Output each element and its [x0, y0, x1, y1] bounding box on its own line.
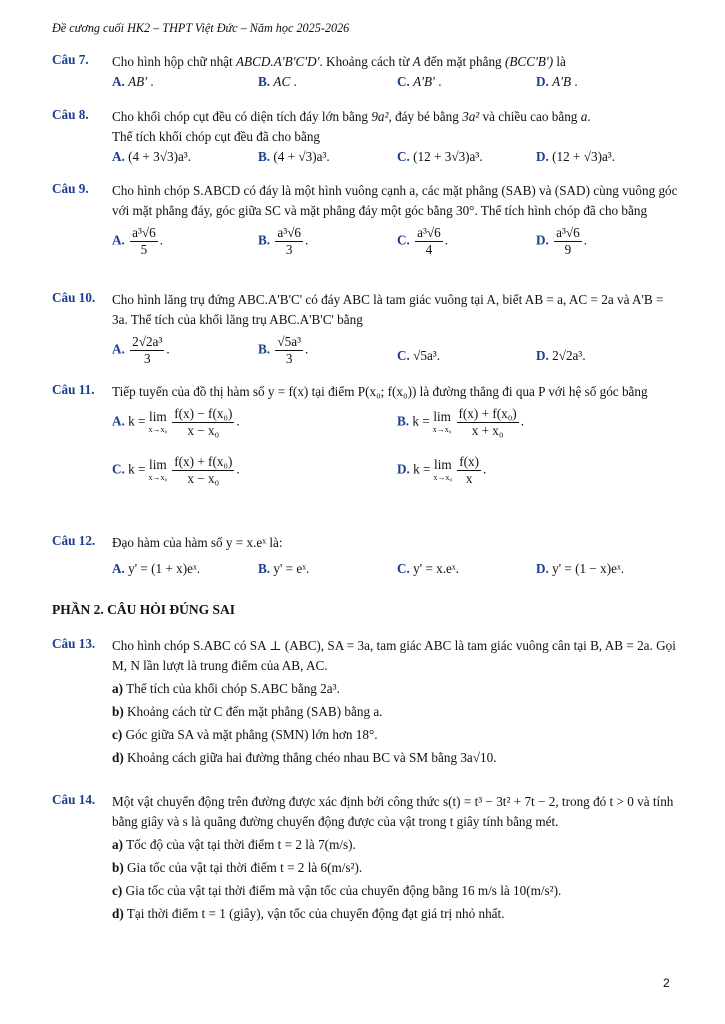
- question-text: Cho hình chóp S.ABC có SA ⊥ (ABC), SA = 3a, tam giác ABC là tam giác vuông cân tại B, AB = 2a. Gọi M, N lần lượt là trung điểm của AB, AC.: [112, 638, 676, 673]
- statement-d: d) Tại thời điểm t = 1 (giây), vận tốc của chuyển động đạt giá trị nhỏ nhất.: [112, 906, 505, 921]
- question-number: Câu 12.: [52, 533, 96, 548]
- question-9: [52, 181, 678, 269]
- statement-a: a) Tốc độ của vật tại thời điểm t = 2 là 7(m/s).: [112, 837, 356, 852]
- option-d: D. 2√2a³.: [536, 348, 586, 363]
- option-b: B. (4 + √3)a³.: [258, 149, 330, 164]
- question-text: Cho hình hộp chữ nhật ABCD.A'B'C'D'. Khoảng cách từ A đến mặt phẳng (BCC'B') là: [112, 54, 566, 69]
- statement-b: b) Khoảng cách từ C đến mặt phẳng (SAB) bằng a.: [112, 704, 383, 719]
- option-a: A. y' = (1 + x)eˣ.: [112, 561, 201, 576]
- option-b: B. k = lim x→x₀ $\frac{\text{f(x) + f(x₀)}}{\text{x + x₀}}$ .: [397, 406, 524, 438]
- statement-d: d) Khoảng cách giữa hai đường thẳng chéo nhau BC và SM bằng 3a√10.: [112, 750, 497, 765]
- option-d: D. A'B .: [536, 74, 578, 89]
- answer-options: [112, 147, 678, 171]
- option-c: C. A'B' .: [397, 74, 442, 89]
- statement-c: c) Gia tốc của vật tại thời điểm mà vận tốc của chuyển động bằng 16 m/s là 10(m/s²).: [112, 883, 562, 898]
- question-number: Câu 14.: [52, 792, 96, 807]
- page-number: 2: [663, 976, 670, 990]
- option-d: D. k = lim x→x₀ $\frac{f(x)}{x}$ .: [397, 454, 487, 486]
- answer-options-row1: [112, 406, 678, 452]
- answer-options: [112, 72, 678, 96]
- question-text: Một vật chuyển động trên đường được xác định bởi công thức s(t) = t³ − 3t² + 7t − 2, trong đó t > 0 và tính bằng giây và s là quãng đường chuyển động được của vật trong t giây tính bằng mét.: [112, 794, 674, 829]
- question-number: Câu 7.: [52, 52, 89, 67]
- option-c: C. (12 + 3√3)a³.: [397, 149, 483, 164]
- option-c: C. y' = x.eˣ.: [397, 561, 459, 576]
- question-11: [52, 382, 678, 500]
- statement-a: a) Thể tích của khối chóp S.ABC bằng 2a³.: [112, 681, 340, 696]
- question-13: [52, 636, 678, 768]
- question-number: Câu 8.: [52, 107, 89, 122]
- option-a: A. AB' .: [112, 74, 154, 89]
- option-b: B. AC .: [258, 74, 297, 89]
- option-d: D. $\frac{\text{a³√6}}{9}$ .: [536, 225, 588, 257]
- option-d: D. y' = (1 − x)eˣ.: [536, 561, 625, 576]
- question-number: Câu 11.: [52, 382, 95, 397]
- question-text: Đạo hàm của hàm số y = x.eˣ là:: [112, 535, 283, 550]
- option-a: A. k = lim x→x₀ $\frac{\text{f(x) − f(x₀)}}{\text{x − x₀}}$ .: [112, 406, 240, 438]
- question-10: [52, 290, 678, 378]
- option-c: C. $\frac{\text{a³√6}}{4}$ .: [397, 225, 449, 257]
- question-number: Câu 9.: [52, 181, 89, 196]
- option-b: B. $\frac{\text{a³√6}}{3}$ .: [258, 225, 309, 257]
- statement-b: b) Gia tốc của vật tại thời điểm t = 2 là 6(m/s²).: [112, 860, 363, 875]
- option-b: B. y' = eˣ.: [258, 561, 310, 576]
- answer-options: [112, 559, 678, 583]
- option-a: A. (4 + 3√3)a³.: [112, 149, 192, 164]
- question-12: [52, 533, 678, 583]
- page-header: Đề cương cuối HK2 – THPT Việt Đức – Năm học 2025-2026: [52, 21, 350, 35]
- question-8: [52, 107, 678, 171]
- question-number: Câu 13.: [52, 636, 96, 651]
- question-text: Tiếp tuyến của đồ thị hàm số y = f(x) tại điểm P(x₀; f(x₀)) là đường thẳng đi qua P với hệ số góc bằng: [112, 384, 648, 399]
- question-number: Câu 10.: [52, 290, 96, 305]
- option-d: D. (12 + √3)a³.: [536, 149, 616, 164]
- option-a: A. $\frac{\text{2√2a³}}{3}$ .: [112, 334, 170, 366]
- question-text: Cho khối chóp cụt đều có diện tích đáy lớn bằng 9a², đáy bé bằng 3a² và chiều cao bằng a. Thể tích khối chóp cụt đều đã cho bằng: [112, 109, 591, 144]
- statement-c: c) Góc giữa SA và mặt phẳng (SMN) lớn hơn 18°.: [112, 727, 378, 742]
- question-text: Cho hình chóp S.ABCD có đáy là một hình vuông cạnh a, các mặt phẳng (SAB) và (SAD) cùng vuông góc với mặt phẳng đáy, góc giữa SC và mặt phẳng đáy một góc bằng 30°. Thể tích hình chóp đã cho bằng: [112, 183, 678, 218]
- answer-options-row2: [112, 454, 678, 500]
- question-7: [52, 52, 678, 96]
- section-title: PHẦN 2. CÂU HỎI ĐÚNG SAI: [52, 602, 236, 617]
- question-14: [52, 792, 678, 924]
- option-c: C. √5a³.: [397, 348, 441, 363]
- option-b: B. $\frac{\text{√5a³}}{3}$ .: [258, 334, 309, 366]
- option-c: C. k = lim x→x₀ $\frac{\text{f(x) + f(x₀)}}{\text{x − x₀}}$ .: [112, 454, 240, 486]
- option-a: A. $\frac{\text{a³√6}}{5}$ .: [112, 225, 164, 257]
- answer-options: [112, 225, 678, 269]
- question-text: Cho hình lăng trụ đứng ABC.A'B'C' có đáy ABC là tam giác vuông tại A, biết AB = a, AC = 2a và A'B = 3a. Thể tích của khối lăng trụ ABC.A'B'C' bằng: [112, 292, 664, 327]
- answer-options: [112, 334, 678, 378]
